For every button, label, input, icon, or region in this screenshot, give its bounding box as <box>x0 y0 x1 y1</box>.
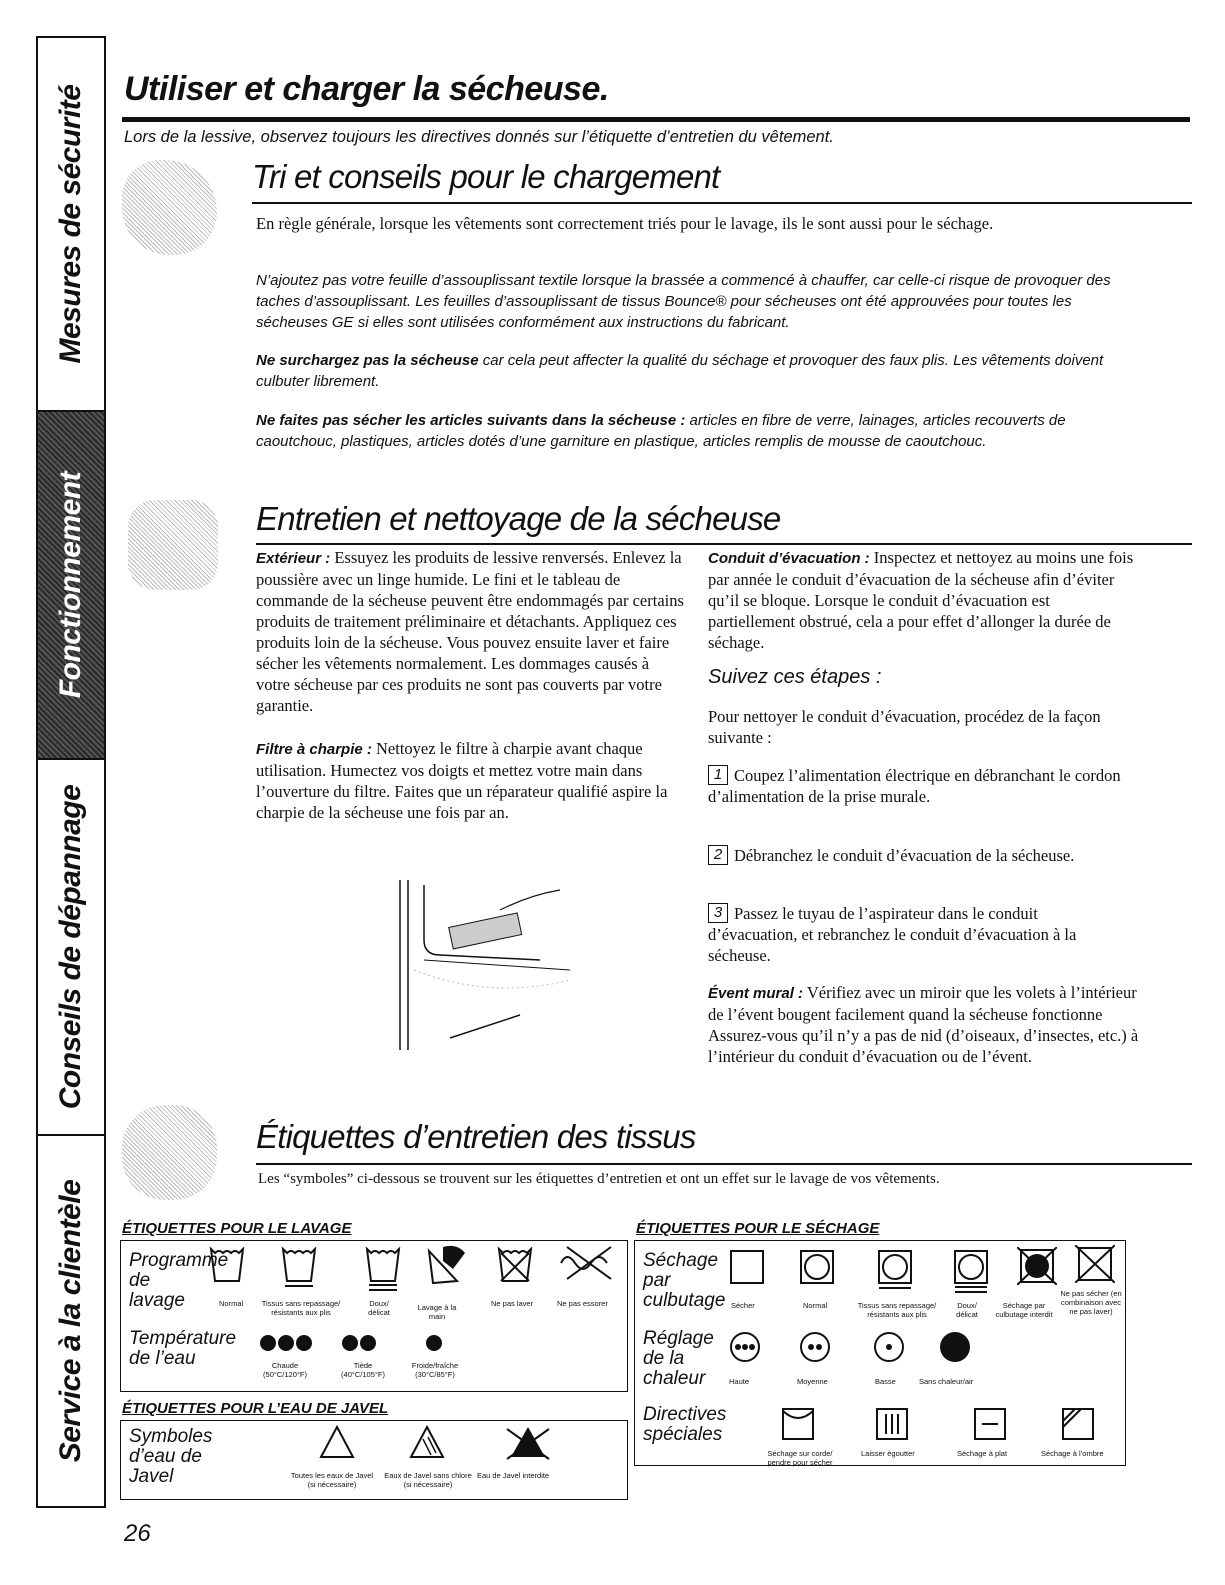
do-not-dry-lead: Ne faites pas sécher les articles suivants dans la sécheuse : <box>256 412 686 429</box>
label-line: lavage <box>129 1290 185 1311</box>
wash-caption: Ne pas laver <box>491 1299 534 1308</box>
special-instructions-label <box>643 1405 726 1445</box>
heat-caption: Moyenne <box>797 1377 828 1386</box>
tumble-dry-normal-icon <box>799 1249 835 1285</box>
tumble-dry-permanent-press-icon <box>877 1249 913 1291</box>
steps-intro: Pour nettoyer le conduit d’évacuation, procédez de la façon suivante : <box>708 707 1101 747</box>
label-line: Séchage <box>643 1250 719 1271</box>
wall-vent-lead: Évent mural : <box>708 985 804 1002</box>
exterior-paragraph <box>256 547 686 716</box>
overload-note <box>256 350 1136 392</box>
label-line: chaleur <box>643 1368 706 1389</box>
label-line: Symboles <box>129 1426 213 1447</box>
do-not-tumble-dry-icon <box>1017 1247 1057 1285</box>
lint-filter-paragraph <box>256 738 686 823</box>
bleach-table <box>120 1420 628 1500</box>
section-rule <box>256 1163 1192 1165</box>
bleach-table-heading: ÉTIQUETTES POUR L’EAU DE JAVEL <box>122 1400 389 1417</box>
dry-square-icon <box>729 1249 765 1285</box>
bleach-caption: Toutes les eaux de Javel (si nécessaire) <box>290 1471 374 1489</box>
exterior-text: Essuyez les produits de lessive renversés. Enlevez la poussière avec un linge humide. Le fini et le tableau de commande de la sécheuse peuvent être endommagés par certains produits de traitement préliminaire et détachants. Appliquez ces produits loin de la sécheuse. Vous pouvez ensuite laver et faire sécher les vêtements normalement. Les dommages causés à votre sécheuse par ces produits ne sont pas couverts par votre garantie. <box>256 548 684 715</box>
exhaust-duct-text: Inspectez et nettoyez au moins une fois par année le conduit d’évacuation de la sécheuse afin d’éviter qu’il se bloque. Lorsque le conduit d’évacuation est partiellement obstrué, cela a pour effet d’allonger la durée de séchage. <box>708 548 1134 652</box>
overload-lead: Ne surchargez pas la sécheuse <box>256 352 479 369</box>
step-text: Coupez l’alimentation électrique en débranchant le cordon d’alimentation de la prise murale. <box>708 766 1121 806</box>
page-number: 26 <box>124 1520 151 1547</box>
label-line: d’eau de <box>129 1446 202 1467</box>
page-intro: Lors de la lessive, observez toujours les directives donnés sur l’étiquette d’entretien du vêtement. <box>124 128 834 146</box>
wash-delicate-icon <box>365 1247 401 1293</box>
label-line: spéciales <box>643 1424 723 1445</box>
bleach-caption: Eau de Javel interdite <box>477 1471 550 1480</box>
tab-label: Fonctionnement <box>54 471 87 699</box>
step-item <box>708 903 1128 966</box>
lint-filter-text: Nettoyez le filtre à charpie avant chaque utilisation. Humectez vos doigts et mettez votre main dans l’ouverture du filtre. Faites que un réparateur qualifié aspire la charpie de la sécheuse une fois par an. <box>256 739 668 822</box>
exhaust-duct-lead: Conduit d’évacuation : <box>708 550 870 567</box>
heat-low-icon <box>873 1331 905 1363</box>
step-item <box>708 845 1128 866</box>
dry-caption: Sécher <box>731 1301 755 1310</box>
wash-caption: Doux/ délicat <box>368 1299 390 1317</box>
label-line: de <box>129 1270 151 1291</box>
softener-note: N’ajoutez pas votre feuille d’assouplissant textile lorsque la brassée a commencé à chauffer, car celle-ci risque de provoquer des taches d’assouplissant. Les feuilles d’assouplissant de tissus Bounce® pour sécheuses ont été approuvées pour toutes les sécheuses GE si elles sont utilisées conformément aux instructions du fabricant. <box>256 272 1111 331</box>
step-text: Débranchez le conduit d’évacuation de la sécheuse. <box>734 846 1075 865</box>
label-illustration <box>122 1105 217 1200</box>
do-not-dry-text: articles en fibre de verre, lainages, articles recouverts de caoutchouc, plastiques, articles dotés d’une garniture en plastique, articles remplis de mousse de caoutchouc. <box>256 412 1066 450</box>
warm-dots-icon <box>341 1335 377 1356</box>
wash-table-heading: ÉTIQUETTES POUR LE LAVAGE <box>122 1220 352 1237</box>
any-bleach-icon <box>319 1425 355 1459</box>
dry-flat-icon <box>973 1407 1007 1441</box>
tab-customer-service[interactable] <box>38 1136 104 1506</box>
exterior-lead: Extérieur : <box>256 550 331 567</box>
tab-label: Service à la clientèle <box>54 1179 87 1463</box>
do-not-dry-icon <box>1075 1245 1115 1283</box>
heat-setting-label <box>643 1329 714 1389</box>
wall-vent-paragraph <box>708 982 1140 1067</box>
wash-table <box>120 1240 628 1392</box>
heat-medium-icon <box>799 1331 831 1363</box>
label-line: Température <box>129 1328 237 1349</box>
label-line: Réglage <box>643 1328 714 1349</box>
exhaust-duct-paragraph <box>708 547 1140 653</box>
section-title-labels: Étiquettes d’entretien des tissus <box>256 1118 696 1155</box>
do-not-wash-icon <box>497 1247 533 1283</box>
section-rule <box>252 202 1192 204</box>
do-not-dry-note <box>256 410 1146 452</box>
drip-dry-icon <box>875 1407 909 1441</box>
lint-filter-lead: Filtre à charpie : <box>256 741 372 758</box>
laundry-illustration <box>122 160 217 255</box>
overload-text: car cela peut affecter la qualité du séchage et provoquer des faux plis. Les vêtements doivent culbuter librement. <box>256 352 1104 390</box>
dry-table-heading: ÉTIQUETTES POUR LE SÉCHAGE <box>636 1220 880 1237</box>
dry-caption: Ne pas sécher (en combinaison avec ne pas laver) <box>1060 1289 1122 1316</box>
temp-caption: Chaude (50°C/120°F) <box>263 1361 307 1379</box>
step-item <box>708 765 1128 807</box>
label-line: par <box>643 1270 671 1291</box>
dry-in-shade-icon <box>1061 1407 1095 1441</box>
label-line: de la <box>643 1348 685 1369</box>
section-title-care: Entretien et nettoyage de la sécheuse <box>256 500 781 537</box>
special-caption: Séchage à plat <box>957 1449 1008 1458</box>
water-temp-label <box>129 1329 236 1369</box>
special-caption: Laisser égoutter <box>861 1449 915 1458</box>
label-line: Directives <box>643 1404 727 1425</box>
label-line: Javel <box>129 1466 174 1487</box>
wash-permanent-press-icon <box>281 1247 317 1289</box>
heat-caption: Basse <box>875 1377 896 1386</box>
dry-caption: Tissus sans repassage/ résistants aux plis <box>857 1301 937 1319</box>
section-title-sort: Tri et conseils pour le chargement <box>252 158 720 195</box>
no-heat-icon <box>939 1331 971 1363</box>
heat-high-icon <box>729 1331 761 1363</box>
labels-intro: Les “symboles” ci-dessous se trouvent sur les étiquettes d’entretien et ont un effet sur le lavage de vos vêtements. <box>258 1171 940 1187</box>
step-number: 1 <box>708 765 728 785</box>
lint-filter-illustration <box>390 880 580 1050</box>
dry-caption: Doux/ délicat <box>956 1301 978 1319</box>
no-bleach-icon <box>505 1423 551 1461</box>
tab-label: Conseils de dépannage <box>54 784 87 1110</box>
tumble-dry-label <box>643 1251 725 1311</box>
wash-caption: Lavage à la main <box>417 1303 457 1321</box>
line-dry-icon <box>781 1407 815 1441</box>
bleach-caption: Eaux de Javel sans chlore (si nécessaire) <box>384 1471 472 1489</box>
sort-paragraph: En règle générale, lorsque les vêtements sont correctement triés pour le lavage, ils le sont aussi pour le séchage. <box>256 214 994 233</box>
wash-caption: Tissus sans repassage/ résistants aux plis <box>261 1299 341 1317</box>
label-line: culbutage <box>643 1290 726 1311</box>
heat-caption: Sans chaleur/air <box>919 1377 974 1386</box>
steps-heading: Suivez ces étapes : <box>708 666 882 688</box>
tab-label: Mesures de sécurité <box>54 84 87 364</box>
label-line: Programme <box>129 1250 229 1271</box>
wash-normal-icon <box>209 1247 245 1283</box>
tab-troubleshooting[interactable] <box>38 760 104 1134</box>
cold-dot-icon <box>425 1335 443 1356</box>
temp-caption: Tiède (40°C/105°F) <box>341 1361 385 1379</box>
wall-vent-text: Vérifiez avec un miroir que les volets à l’intérieur de l’évent bougent facilement quand la sécheuse fonctionne Assurez-vous qu’il n’y a pas de nid (d’oiseaux, d’insectes, etc.) à l’intérieur du conduit d’évacuation ou de l’évent. <box>708 983 1139 1066</box>
step-number: 3 <box>708 903 728 923</box>
cleaning-illustration <box>128 500 218 590</box>
step-number: 2 <box>708 845 728 865</box>
title-rule <box>122 117 1190 122</box>
bleach-label <box>129 1427 212 1487</box>
hand-wash-icon <box>427 1243 469 1287</box>
tab-operation[interactable] <box>38 412 104 758</box>
dry-table <box>634 1240 1126 1466</box>
wash-caption: Normal <box>219 1299 244 1308</box>
step-text: Passez le tuyau de l’aspirateur dans le conduit d’évacuation, et rebranchez le conduit d’évacuation à la sécheuse. <box>708 904 1077 965</box>
label-line: de l’eau <box>129 1348 196 1369</box>
tumble-dry-delicate-icon <box>953 1249 989 1295</box>
section-tab-strip <box>36 36 106 1508</box>
dry-caption: Normal <box>803 1301 828 1310</box>
section-rule <box>256 543 1192 545</box>
non-chlorine-bleach-icon <box>409 1425 445 1459</box>
hot-dots-icon <box>259 1335 313 1356</box>
page-title: Utiliser et charger la sécheuse. <box>124 70 609 108</box>
temp-caption: Froide/fraîche (30°C/85°F) <box>411 1361 459 1379</box>
dry-caption: Séchage par culbutage interdit <box>995 1301 1053 1319</box>
special-caption: Séchage à l’ombre <box>1041 1449 1104 1458</box>
special-caption: Séchage sur corde/ pendre pour sécher <box>767 1449 833 1467</box>
wash-caption: Ne pas essorer <box>557 1299 608 1308</box>
tab-safety[interactable] <box>38 38 104 410</box>
do-not-wring-icon <box>557 1243 617 1283</box>
heat-caption: Haute <box>729 1377 750 1386</box>
